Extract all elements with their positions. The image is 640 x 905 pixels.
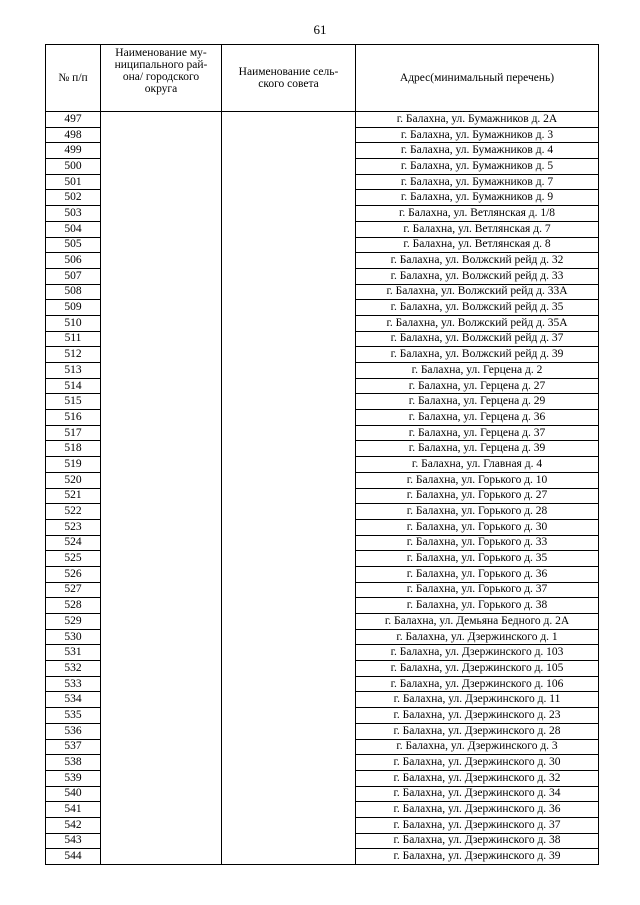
address-cell: г. Балахна, ул. Волжский рейд д. 33 (356, 268, 599, 284)
row-number: 513 (46, 363, 101, 379)
row-number: 535 (46, 708, 101, 724)
row-number: 501 (46, 174, 101, 190)
row-number: 516 (46, 410, 101, 426)
row-number: 529 (46, 614, 101, 630)
row-number: 526 (46, 566, 101, 582)
address-cell: г. Балахна, ул. Дзержинского д. 105 (356, 661, 599, 677)
address-cell: г. Балахна, ул. Дзержинского д. 28 (356, 723, 599, 739)
row-number: 537 (46, 739, 101, 755)
address-cell: г. Балахна, ул. Дзержинского д. 34 (356, 786, 599, 802)
address-cell: г. Балахна, ул. Горького д. 38 (356, 598, 599, 614)
address-cell: г. Балахна, ул. Бумажников д. 7 (356, 174, 599, 190)
row-number: 519 (46, 457, 101, 473)
row-number: 509 (46, 300, 101, 316)
address-cell: г. Балахна, ул. Дзержинского д. 23 (356, 708, 599, 724)
address-cell: г. Балахна, ул. Волжский рейд д. 33А (356, 284, 599, 300)
address-cell: г. Балахна, ул. Главная д. 4 (356, 457, 599, 473)
row-number: 504 (46, 221, 101, 237)
address-cell: г. Балахна, ул. Герцена д. 2 (356, 363, 599, 379)
header-district-text: Наименование му- ниципального рай- она/ городского округа (114, 47, 208, 95)
row-number: 511 (46, 331, 101, 347)
row-number: 528 (46, 598, 101, 614)
address-cell: г. Балахна, ул. Волжский рейд д. 35А (356, 315, 599, 331)
row-number: 498 (46, 127, 101, 143)
address-cell: г. Балахна, ул. Дзержинского д. 1 (356, 629, 599, 645)
address-cell: г. Балахна, ул. Волжский рейд д. 37 (356, 331, 599, 347)
address-cell: г. Балахна, ул. Горького д. 37 (356, 582, 599, 598)
row-number: 507 (46, 268, 101, 284)
table-row (46, 112, 599, 128)
address-cell: г. Балахна, ул. Герцена д. 36 (356, 410, 599, 426)
row-number: 521 (46, 488, 101, 504)
address-table (45, 44, 599, 865)
address-cell: г. Балахна, ул. Горького д. 36 (356, 566, 599, 582)
row-number: 532 (46, 661, 101, 677)
row-number: 502 (46, 190, 101, 206)
row-number: 512 (46, 347, 101, 363)
address-cell: г. Балахна, ул. Бумажников д. 3 (356, 127, 599, 143)
district-cell (101, 112, 222, 865)
header-council-text: Наименование сель- ского совета (238, 66, 339, 90)
address-cell: г. Балахна, ул. Дзержинского д. 106 (356, 676, 599, 692)
address-cell: г. Балахна, ул. Дзержинского д. 103 (356, 645, 599, 661)
row-number: 542 (46, 817, 101, 833)
row-number: 517 (46, 425, 101, 441)
row-number: 500 (46, 159, 101, 175)
address-cell: г. Балахна, ул. Дзержинского д. 37 (356, 817, 599, 833)
header-council (222, 45, 356, 112)
row-number: 505 (46, 237, 101, 253)
address-cell: г. Балахна, ул. Горького д. 27 (356, 488, 599, 504)
row-number: 514 (46, 378, 101, 394)
row-number: 524 (46, 535, 101, 551)
address-cell: г. Балахна, ул. Дзержинского д. 36 (356, 802, 599, 818)
row-number: 543 (46, 833, 101, 849)
row-number: 510 (46, 315, 101, 331)
address-cell: г. Балахна, ул. Бумажников д. 2А (356, 112, 599, 128)
row-number: 520 (46, 472, 101, 488)
address-cell: г. Балахна, ул. Дзержинского д. 3 (356, 739, 599, 755)
row-number: 540 (46, 786, 101, 802)
header-address: Адрес(минимальный перечень) (356, 45, 599, 112)
row-number: 534 (46, 692, 101, 708)
address-cell: г. Балахна, ул. Волжский рейд д. 39 (356, 347, 599, 363)
page-number: 61 (313, 22, 327, 37)
address-cell: г. Балахна, ул. Ветлянская д. 8 (356, 237, 599, 253)
address-cell: г. Балахна, ул. Демьяна Бедного д. 2А (356, 614, 599, 630)
address-cell: г. Балахна, ул. Горького д. 35 (356, 551, 599, 567)
row-number: 533 (46, 676, 101, 692)
address-cell: г. Балахна, ул. Дзержинского д. 38 (356, 833, 599, 849)
row-number: 523 (46, 519, 101, 535)
address-cell: г. Балахна, ул. Ветлянская д. 7 (356, 221, 599, 237)
row-number: 527 (46, 582, 101, 598)
row-number: 544 (46, 849, 101, 865)
address-cell: г. Балахна, ул. Горького д. 28 (356, 504, 599, 520)
row-number: 518 (46, 441, 101, 457)
address-cell: г. Балахна, ул. Бумажников д. 4 (356, 143, 599, 159)
council-cell (222, 112, 356, 865)
row-number: 525 (46, 551, 101, 567)
row-number: 539 (46, 770, 101, 786)
address-cell: г. Балахна, ул. Дзержинского д. 11 (356, 692, 599, 708)
address-cell: г. Балахна, ул. Герцена д. 29 (356, 394, 599, 410)
row-number: 497 (46, 112, 101, 128)
address-cell: г. Балахна, ул. Волжский рейд д. 35 (356, 300, 599, 316)
address-cell: г. Балахна, ул. Горького д. 33 (356, 535, 599, 551)
row-number: 530 (46, 629, 101, 645)
row-number: 508 (46, 284, 101, 300)
address-cell: г. Балахна, ул. Горького д. 30 (356, 519, 599, 535)
address-cell: г. Балахна, ул. Дзержинского д. 39 (356, 849, 599, 865)
row-number: 541 (46, 802, 101, 818)
row-number: 522 (46, 504, 101, 520)
row-number: 538 (46, 755, 101, 771)
address-cell: г. Балахна, ул. Дзержинского д. 30 (356, 755, 599, 771)
address-cell: г. Балахна, ул. Герцена д. 27 (356, 378, 599, 394)
address-cell: г. Балахна, ул. Ветлянская д. 1/8 (356, 206, 599, 222)
table-header-row (46, 45, 599, 112)
row-number: 531 (46, 645, 101, 661)
header-district (101, 45, 222, 112)
address-cell: г. Балахна, ул. Горького д. 10 (356, 472, 599, 488)
row-number: 536 (46, 723, 101, 739)
header-num: № п/п (46, 45, 101, 112)
row-number: 503 (46, 206, 101, 222)
row-number: 515 (46, 394, 101, 410)
address-cell: г. Балахна, ул. Герцена д. 39 (356, 441, 599, 457)
address-cell: г. Балахна, ул. Дзержинского д. 32 (356, 770, 599, 786)
table-body (46, 112, 599, 865)
address-cell: г. Балахна, ул. Герцена д. 37 (356, 425, 599, 441)
address-cell: г. Балахна, ул. Волжский рейд д. 32 (356, 253, 599, 269)
row-number: 499 (46, 143, 101, 159)
address-cell: г. Балахна, ул. Бумажников д. 5 (356, 159, 599, 175)
address-cell: г. Балахна, ул. Бумажников д. 9 (356, 190, 599, 206)
row-number: 506 (46, 253, 101, 269)
